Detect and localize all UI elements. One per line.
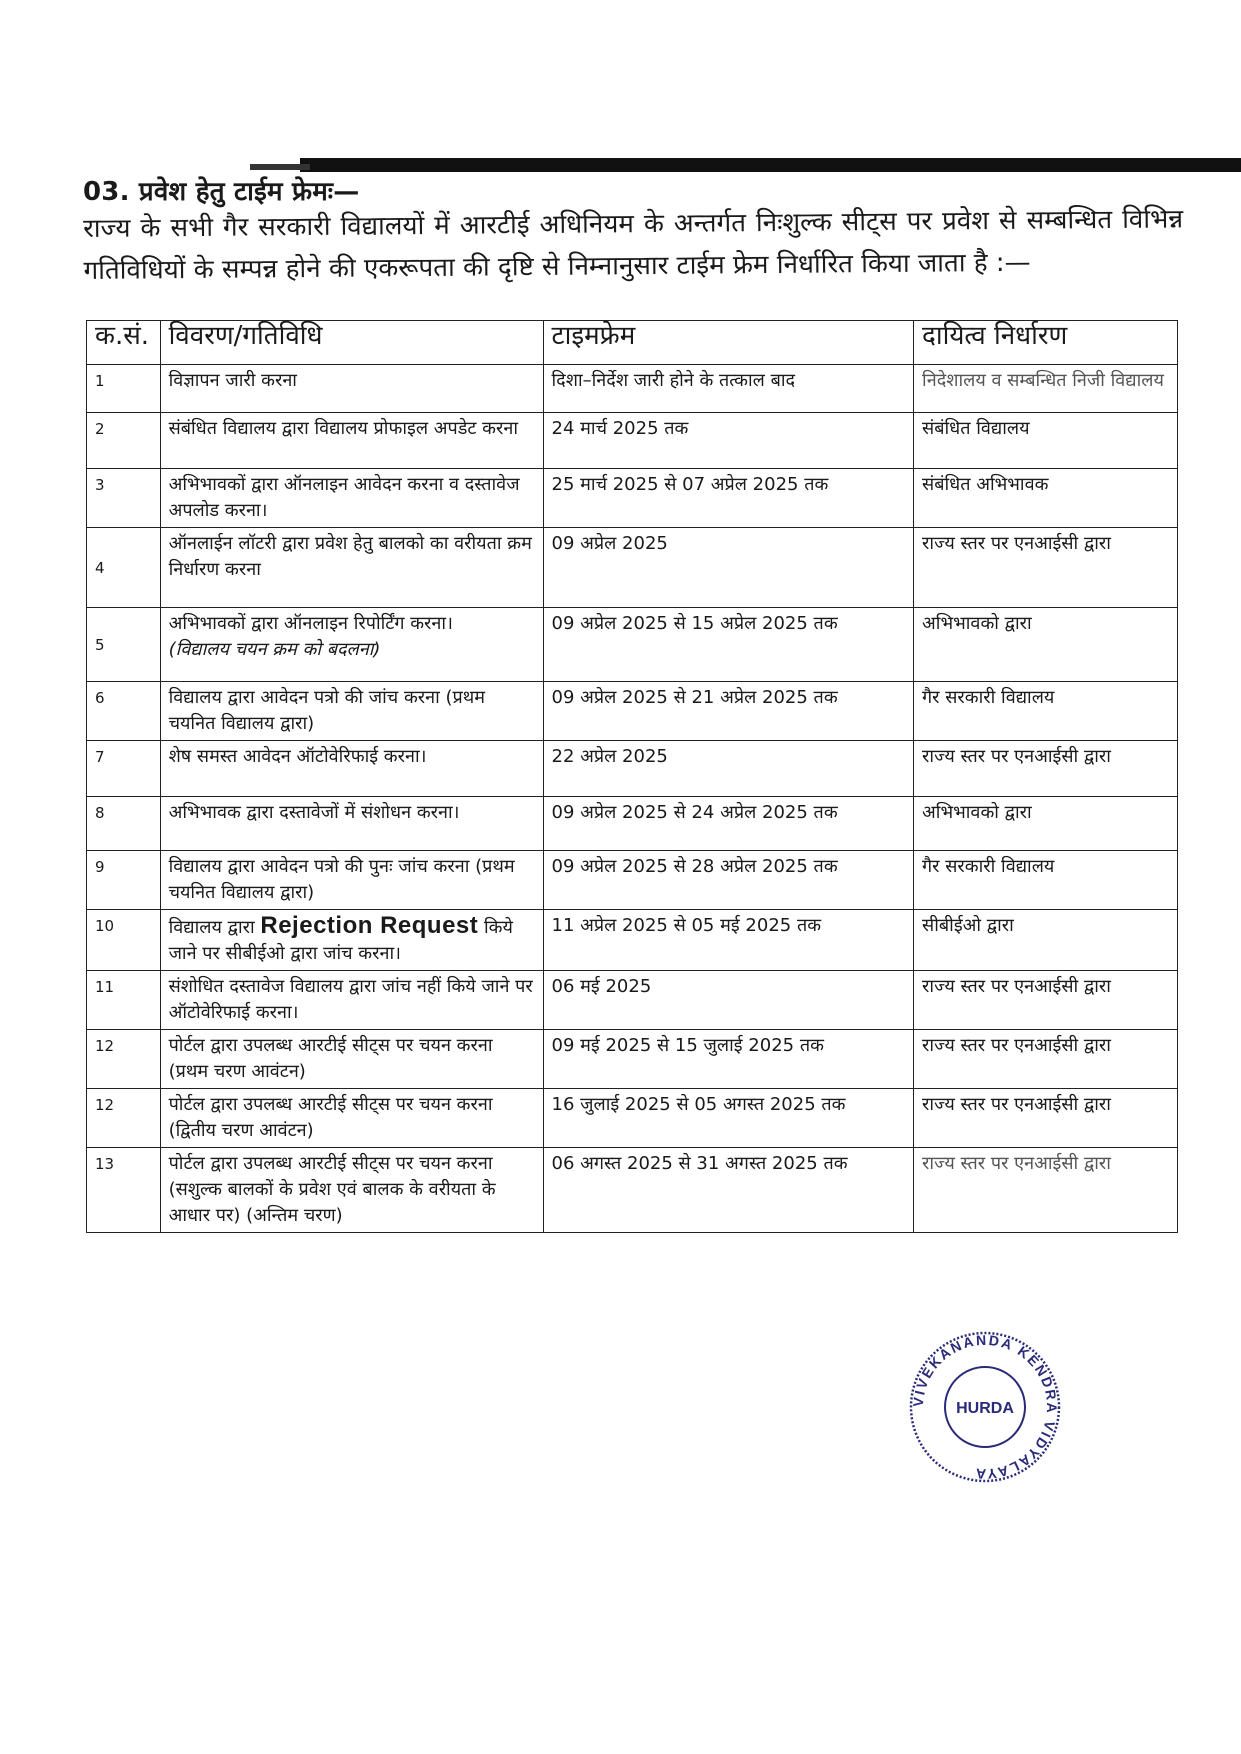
row-sn: 1 xyxy=(87,365,161,413)
row-timeframe: 09 अप्रेल 2025 से 24 अप्रेल 2025 तक xyxy=(543,797,914,851)
row-timeframe: 22 अप्रेल 2025 xyxy=(543,741,914,797)
row-responsibility: संबंधित विद्यालय xyxy=(914,413,1178,469)
row-description xyxy=(160,910,543,971)
row-sn: 5 xyxy=(87,608,161,682)
row-sn: 12 xyxy=(87,1089,161,1148)
row-timeframe: 09 मई 2025 से 15 जुलाई 2025 तक xyxy=(543,1030,914,1089)
table-row xyxy=(87,910,1178,971)
row-sn: 3 xyxy=(87,469,161,528)
row-responsibility: राज्य स्तर पर एनआईसी द्वारा xyxy=(914,528,1178,608)
table-row xyxy=(87,682,1178,741)
timeframe-table xyxy=(86,320,1178,1233)
table-row xyxy=(87,365,1178,413)
row-responsibility: राज्य स्तर पर एनआईसी द्वारा xyxy=(914,1030,1178,1089)
row-responsibility: अभिभावको द्वारा xyxy=(914,608,1178,682)
row-description: पोर्टल द्वारा उपलब्ध आरटीई सीट्स पर चयन करना (द्वितीय चरण आवंटन) xyxy=(160,1089,543,1148)
row-responsibility: राज्य स्तर पर एनआईसी द्वारा xyxy=(914,1089,1178,1148)
row-timeframe: 24 मार्च 2025 तक xyxy=(543,413,914,469)
header-sn: क.सं. xyxy=(87,321,161,365)
row-sn: 13 xyxy=(87,1148,161,1233)
row-sn: 9 xyxy=(87,851,161,910)
row-timeframe: 16 जुलाई 2025 से 05 अगस्त 2025 तक xyxy=(543,1089,914,1148)
row-responsibility: राज्य स्तर पर एनआईसी द्वारा xyxy=(914,971,1178,1030)
table-row xyxy=(87,528,1178,608)
header-timeframe: टाइमफ्रेम xyxy=(543,321,914,365)
row-responsibility: गैर सरकारी विद्यालय xyxy=(914,851,1178,910)
row-responsibility: निदेशालय व सम्बन्धित निजी विद्यालय xyxy=(914,365,1178,413)
row-timeframe: 06 अगस्त 2025 से 31 अगस्त 2025 तक xyxy=(543,1148,914,1233)
school-seal xyxy=(900,1322,1070,1492)
table-row xyxy=(87,1030,1178,1089)
table-row xyxy=(87,413,1178,469)
rejection-request-text: Rejection Request xyxy=(260,912,479,939)
scan-edge-band-tail xyxy=(250,164,310,170)
section-heading: 03. प्रवेश हेतु टाईम फ्रेमः— xyxy=(83,177,360,207)
row-timeframe: 06 मई 2025 xyxy=(543,971,914,1030)
row-sn: 8 xyxy=(87,797,161,851)
row-sn: 7 xyxy=(87,741,161,797)
row-timeframe: 11 अप्रेल 2025 से 05 मई 2025 तक xyxy=(543,910,914,971)
intro-paragraph: राज्य के सभी गैर सरकारी विद्यालयों में आरटीई अधिनियम के अन्तर्गत निःशुल्क सीट्स पर प्रवेश से सम्बन्धित विभिन्न गतिविधियों के सम्पन्न होने की एकरूपता की दृष्टि से निम्नानुसार टाईम फ्रेम निर्धारित किया जाता है :— xyxy=(83,204,1184,286)
header-description: विवरण/गतिविधि xyxy=(160,321,543,365)
table-row xyxy=(87,1089,1178,1148)
row-responsibility: राज्य स्तर पर एनआईसी द्वारा xyxy=(914,1148,1178,1233)
row-description: शेष समस्त आवेदन ऑटोवेरिफाई करना। xyxy=(160,741,543,797)
row-sn: 4 xyxy=(87,528,161,608)
row-description-main: अभिभावकों द्वारा ऑनलाइन रिपोर्टिंग करना। xyxy=(168,613,453,634)
row-sn: 12 xyxy=(87,1030,161,1089)
row-timeframe: 09 अप्रेल 2025 xyxy=(543,528,914,608)
row-sn: 10 xyxy=(87,910,161,971)
row-description: संबंधित विद्यालय द्वारा विद्यालय प्रोफाइल अपडेट करना xyxy=(160,413,543,469)
row-responsibility: अभिभावको द्वारा xyxy=(914,797,1178,851)
table-row xyxy=(87,1148,1178,1233)
row-timeframe: 09 अप्रेल 2025 से 28 अप्रेल 2025 तक xyxy=(543,851,914,910)
table-row xyxy=(87,797,1178,851)
scan-edge-band xyxy=(300,158,1241,172)
row-responsibility: राज्य स्तर पर एनआईसी द्वारा xyxy=(914,741,1178,797)
row-description: संशोधित दस्तावेज विद्यालय द्वारा जांच नहीं किये जाने पर ऑटोवेरिफाई करना। xyxy=(160,971,543,1030)
seal-ring-text: VIVEKANANDA KENDRA VIDYALAYA xyxy=(909,1331,1061,1483)
row-description: पोर्टल द्वारा उपलब्ध आरटीई सीट्स पर चयन करना (प्रथम चरण आवंटन) xyxy=(160,1030,543,1089)
row-description: ऑनलाईन लॉटरी द्वारा प्रवेश हेतु बालको का वरीयता क्रम निर्धारण करना xyxy=(160,528,543,608)
row-description: अभिभावकों द्वारा ऑनलाइन आवेदन करना व दस्तावेज अपलोड करना। xyxy=(160,469,543,528)
row-responsibility: सीबीईओ द्वारा xyxy=(914,910,1178,971)
table-row xyxy=(87,608,1178,682)
table-header-row xyxy=(87,321,1178,365)
row-description: विज्ञापन जारी करना xyxy=(160,365,543,413)
row-description-note: (विद्यालय चयन क्रम को बदलना) xyxy=(168,639,381,660)
row-sn: 11 xyxy=(87,971,161,1030)
row-timeframe: 25 मार्च 2025 से 07 अप्रेल 2025 तक xyxy=(543,469,914,528)
row-description: विद्यालय द्वारा आवेदन पत्रो की जांच करना (प्रथम चयनित विद्यालय द्वारा) xyxy=(160,682,543,741)
table-row xyxy=(87,469,1178,528)
seal-center-text: HURDA xyxy=(956,1400,1014,1417)
header-responsibility: दायित्व निर्धारण xyxy=(914,321,1178,365)
row-responsibility: संबंधित अभिभावक xyxy=(914,469,1178,528)
row-description xyxy=(160,608,543,682)
row-description: विद्यालय द्वारा आवेदन पत्रो की पुनः जांच करना (प्रथम चयनित विद्यालय द्वारा) xyxy=(160,851,543,910)
row-description: अभिभावक द्वारा दस्तावेजों में संशोधन करना। xyxy=(160,797,543,851)
table-row xyxy=(87,741,1178,797)
row-timeframe: 09 अप्रेल 2025 से 15 अप्रेल 2025 तक xyxy=(543,608,914,682)
row-sn: 2 xyxy=(87,413,161,469)
row-description-post: किये जाने पर सीबीईओ द्वारा जांच करना। xyxy=(168,917,513,964)
row-responsibility: गैर सरकारी विद्यालय xyxy=(914,682,1178,741)
row-sn: 6 xyxy=(87,682,161,741)
table-row xyxy=(87,851,1178,910)
row-timeframe: 09 अप्रेल 2025 से 21 अप्रेल 2025 तक xyxy=(543,682,914,741)
row-timeframe: दिशा–निर्देश जारी होने के तत्काल बाद xyxy=(543,365,914,413)
row-description-pre: विद्यालय द्वारा xyxy=(168,917,255,938)
row-description: पोर्टल द्वारा उपलब्ध आरटीई सीट्स पर चयन करना (सशुल्क बालकों के प्रवेश एवं बालक के वरीयता के आधार पर) (अन्तिम चरण) xyxy=(160,1148,543,1233)
table-row xyxy=(87,971,1178,1030)
